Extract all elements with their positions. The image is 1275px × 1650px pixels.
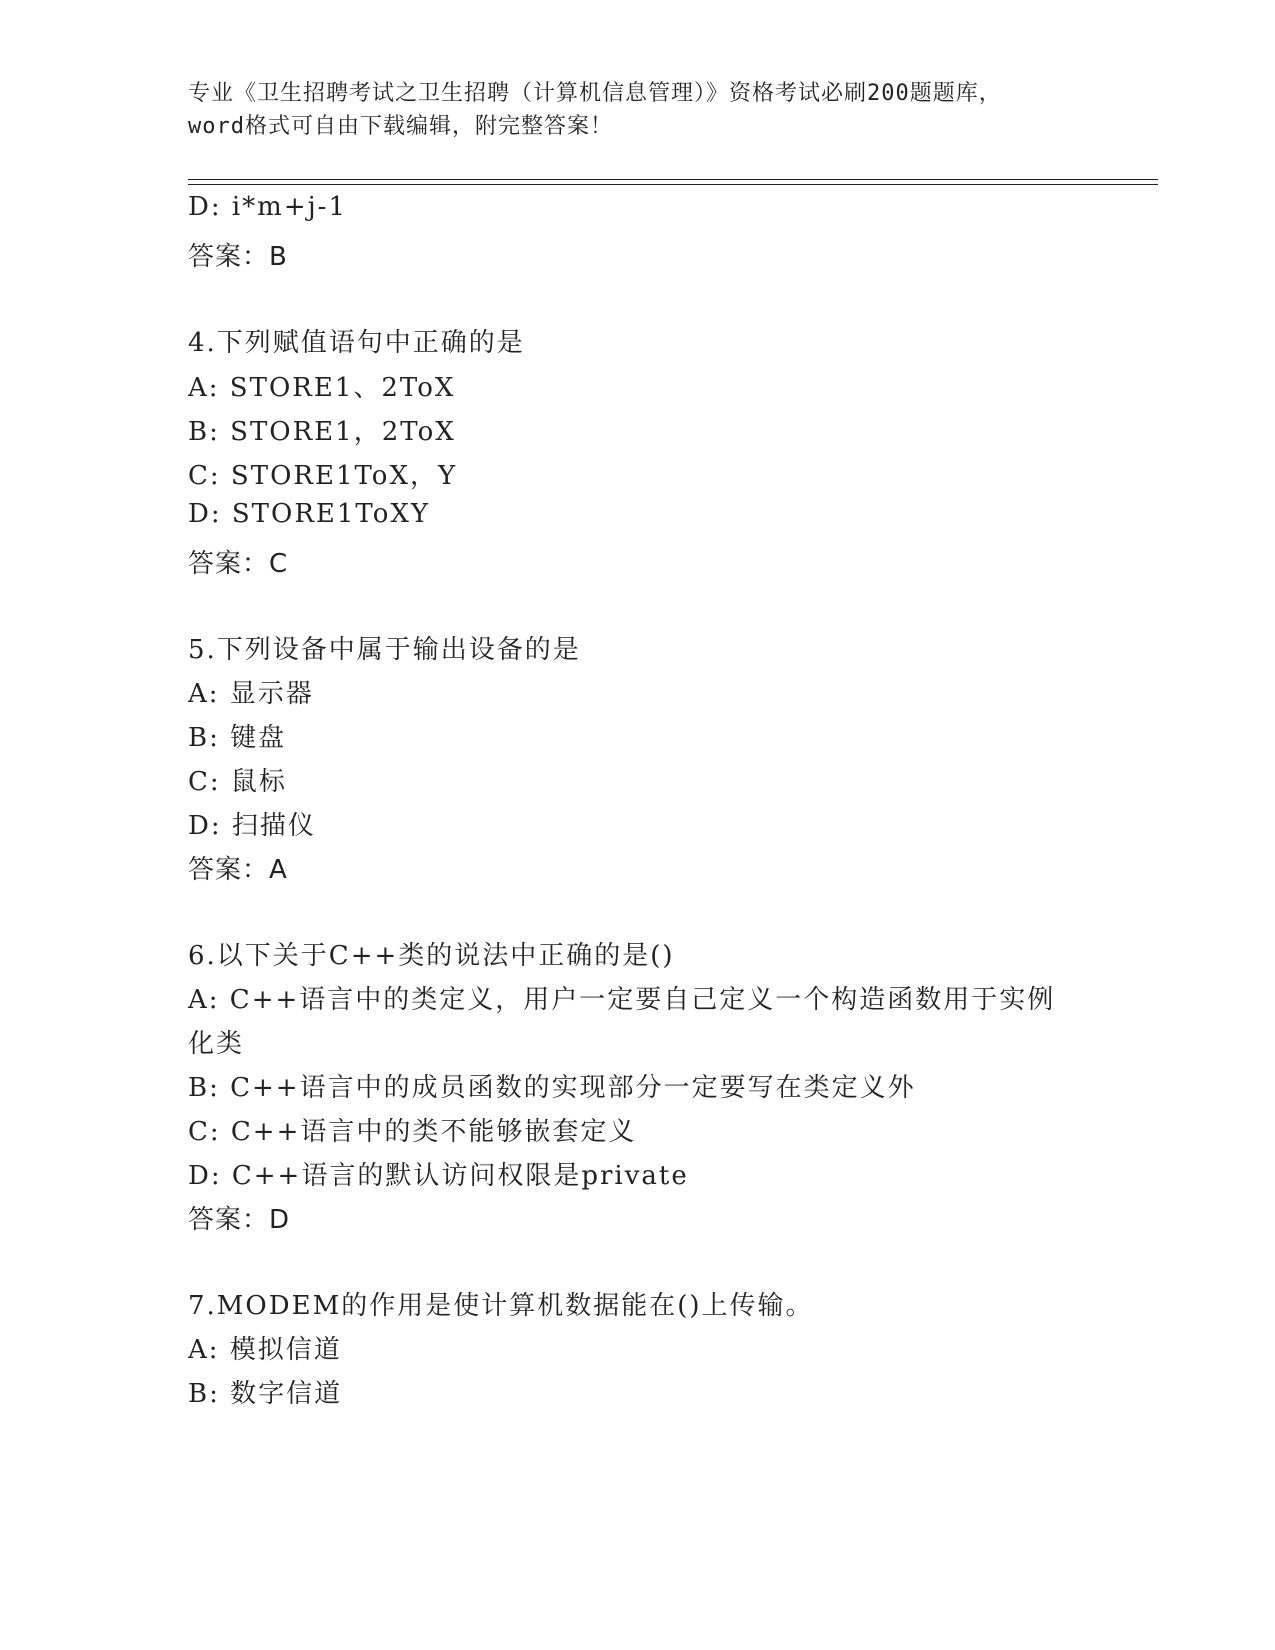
option-a-continued: 化类 bbox=[188, 1029, 245, 1059]
option-d: D: i*m+j-1 bbox=[188, 192, 348, 222]
option-d: D: 扫描仪 bbox=[188, 811, 316, 841]
option-b: B: STORE1，2ToX bbox=[188, 417, 456, 447]
question-5: 5.下列设备中属于输出设备的是 bbox=[188, 635, 581, 665]
option-c: C: C++语言中的类不能够嵌套定义 bbox=[188, 1117, 637, 1147]
header-divider-bottom bbox=[188, 184, 1158, 185]
option-b: B: 数字信道 bbox=[188, 1379, 343, 1409]
option-b: B: 键盘 bbox=[188, 723, 287, 753]
option-b: B: C++语言中的成员函数的实现部分一定要写在类定义外 bbox=[188, 1073, 916, 1103]
option-a: A: STORE1、2ToX bbox=[188, 373, 456, 403]
option-a: A: 显示器 bbox=[188, 679, 314, 709]
option-a: A: 模拟信道 bbox=[188, 1335, 342, 1365]
option-a: A: C++语言中的类定义，用户一定要自己定义一个构造函数用于实例 bbox=[188, 985, 1056, 1015]
question-7: 7.MODEM的作用是使计算机数据能在()上传输。 bbox=[188, 1291, 814, 1321]
answer-line: 答案：D bbox=[188, 1205, 291, 1235]
option-d: D: C++语言的默认访问权限是private bbox=[188, 1161, 689, 1191]
answer-line: 答案：A bbox=[188, 855, 288, 885]
option-c: C: 鼠标 bbox=[188, 767, 287, 797]
answer-line: 答案：B bbox=[188, 242, 288, 272]
question-6: 6.以下关于C++类的说法中正确的是() bbox=[188, 941, 675, 971]
document-header-line-1: 专业《卫生招聘考试之卫生招聘（计算机信息管理）》资格考试必刷200题题库， bbox=[188, 81, 1002, 106]
option-c: C: STORE1ToX，Y bbox=[188, 461, 458, 491]
answer-line: 答案：C bbox=[188, 549, 289, 579]
option-d: D: STORE1ToXY bbox=[188, 499, 431, 529]
header-divider-top bbox=[188, 179, 1158, 180]
question-4: 4.下列赋值语句中正确的是 bbox=[188, 328, 525, 358]
document-header-line-2: word格式可自由下载编辑，附完整答案！ bbox=[188, 114, 613, 139]
